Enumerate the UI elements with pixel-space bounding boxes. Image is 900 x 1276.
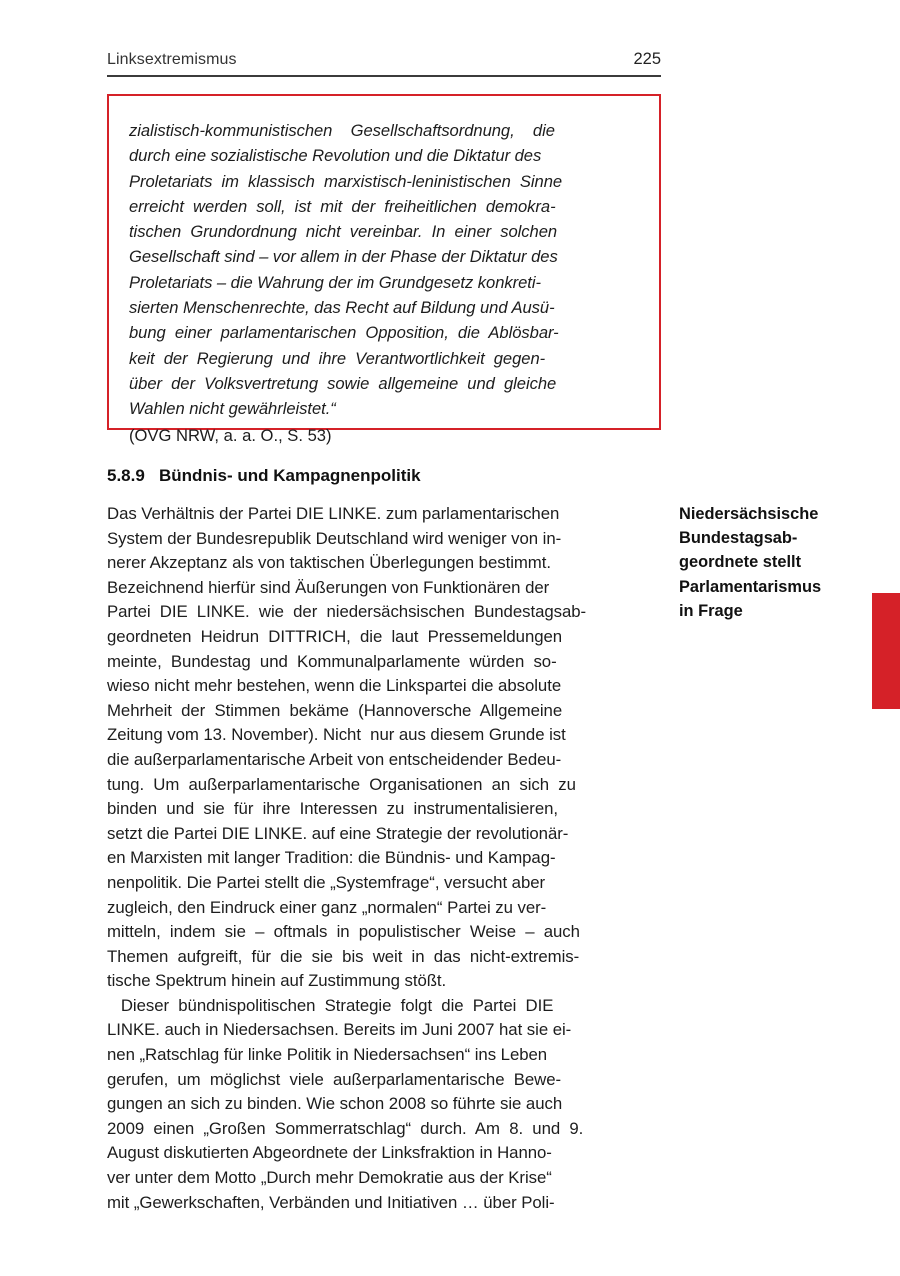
body-line: Das Verhältnis der Partei DIE LINKE. zum parlamentarischen	[107, 504, 560, 523]
body-line: gungen an sich zu binden. Wie schon 2008 so führte sie auch	[107, 1094, 563, 1114]
body-line: ver unter dem Motto „Durch mehr Demokratie aus der Krise“	[107, 1168, 552, 1188]
thumb-index-tab	[872, 593, 900, 709]
body-line: setzt die Partei DIE LINKE. auf eine Strategie der revolutionär-	[107, 823, 569, 843]
quote-source-citation: (OVG NRW, a. a. O., S. 53)	[129, 425, 332, 445]
body-line: Dieser bündnispolitischen Strategie folgt die Partei DIE	[107, 995, 554, 1015]
margin-note-line: geordnete stellt	[679, 553, 802, 572]
quote-line: bung einer parlamentarischen Opposition, die Ablösbar-	[129, 323, 559, 343]
running-head	[107, 50, 661, 69]
body-line: nenpolitik. Die Partei stellt die „Systemfrage“, versucht aber	[107, 872, 546, 892]
body-line: August diskutierten Abgeordnete der Linksfraktion in Hanno-	[107, 1143, 552, 1163]
body-line: mitteln, indem sie – oftmals in populistischer Weise – auch	[107, 922, 580, 942]
body-line: Bezeichnend hierfür sind Äußerungen von Funktionären der	[107, 577, 550, 597]
body-line: tische Spektrum hinein auf Zustimmung stößt.	[107, 971, 447, 991]
margin-note-line: in Frage	[679, 601, 743, 620]
quote-line: Wahlen nicht gewährleistet.“	[129, 399, 336, 419]
section-heading: 5.8.9 Bündnis- und Kampagnenpolitik	[107, 466, 421, 485]
body-line: LINKE. auch in Niedersachsen. Bereits im Juni 2007 hat sie ei-	[107, 1020, 572, 1040]
body-line: Zeitung vom 13. November). Nicht nur aus diesem Grunde ist	[107, 725, 566, 745]
quote-line: keit der Regierung und ihre Verantwortlichkeit gegen-	[129, 348, 546, 368]
quote-line: sierten Menschenrechte, das Recht auf Bildung und Ausü-	[129, 298, 555, 318]
body-line: tung. Um außerparlamentarische Organisationen an sich zu	[107, 774, 576, 794]
quotation-box	[107, 94, 661, 445]
body-line: nen „Ratschlag für linke Politik in Niedersachsen“ ins Leben	[107, 1045, 548, 1065]
quote-line: tischen Grundordnung nicht vereinbar. In einer solchen	[129, 222, 558, 242]
running-head-rule	[107, 75, 661, 77]
body-line: wieso nicht mehr bestehen, wenn die Linkspartei die absolute	[107, 676, 562, 696]
body-line: zugleich, den Eindruck einer ganz „normalen“ Partei zu ver-	[107, 897, 547, 917]
margin-note-line: Bundestagsab-	[679, 529, 798, 548]
body-line: meinte, Bundestag und Kommunalparlamente würden so-	[107, 651, 557, 671]
quote-line: Gesellschaft sind – vor allem in der Phase der Diktatur des	[129, 247, 558, 267]
quote-line: über der Volksvertretung sowie allgemeine und gleiche	[129, 373, 557, 393]
quote-line: erreicht werden soll, ist mit der freiheitlichen demokra-	[129, 196, 556, 216]
margin-note-line: Niedersächsische	[679, 505, 819, 523]
body-line: die außerparlamentarische Arbeit von entscheidender Bedeu-	[107, 749, 562, 769]
page-number: 225	[633, 50, 661, 68]
running-head-title: Linksextremismus	[107, 51, 237, 68]
body-line: gerufen, um möglichst viele außerparlamentarische Bewe-	[107, 1069, 562, 1089]
quotation-box-content	[109, 96, 659, 448]
body-line: binden und sie für ihre Interessen zu instrumentalisieren,	[107, 799, 559, 819]
body-text-column	[107, 502, 663, 1215]
margin-note-line: Parlamentarismus	[679, 577, 822, 596]
body-line: Partei DIE LINKE. wie der niedersächsischen Bundestagsab-	[107, 602, 587, 622]
body-line: System der Bundesrepublik Deutschland wird weniger von in-	[107, 528, 562, 548]
body-line: en Marxisten mit langer Tradition: die Bündnis- und Kampag-	[107, 848, 556, 868]
body-line: Mehrheit der Stimmen bekäme (Hannoversche Allgemeine	[107, 700, 563, 720]
body-line: nerer Akzeptanz als von taktischen Überlegungen bestimmt.	[107, 553, 551, 573]
body-line: Themen aufgreift, für die sie bis weit in das nicht-extremis-	[107, 946, 580, 966]
margin-note	[679, 502, 855, 623]
quote-line: durch eine sozialistische Revolution und die Diktatur des	[129, 146, 542, 166]
body-line: geordneten Heidrun DITTRICH, die laut Pressemeldungen	[107, 626, 563, 646]
body-line: 2009 einen „Großen Sommerratschlag“ durch. Am 8. und 9.	[107, 1118, 584, 1138]
quote-line: Proletariats – die Wahrung der im Grundgesetz konkreti-	[129, 272, 541, 292]
quote-line: zialistisch-kommunistischen Gesellschaftsordnung, die	[129, 121, 555, 140]
quote-line: Proletariats im klassisch marxistisch-leninistischen Sinne	[129, 171, 563, 191]
body-line: mit „Gewerkschaften, Verbänden und Initiativen … über Poli-	[107, 1192, 555, 1212]
